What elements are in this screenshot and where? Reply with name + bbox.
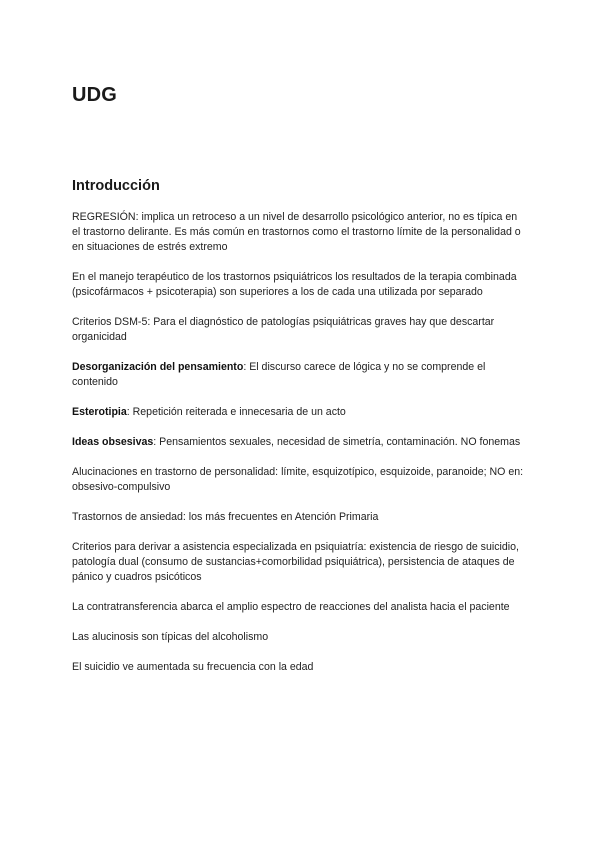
paragraph bbox=[72, 360, 524, 390]
paragraph bbox=[72, 465, 524, 495]
paragraph-text: REGRESIÓN: implica un retroceso a un nivel de desarrollo psicológico anterior, no es típica en el trastorno delirante. Es más común en trastornos como el trastorno límite de la personalidad o en situaciones de estrés extremo bbox=[72, 211, 521, 253]
document-title: UDG bbox=[72, 84, 118, 106]
paragraph bbox=[72, 405, 524, 420]
paragraph-text: La contratransferencia abarca el amplio espectro de reacciones del analista hacia el paciente bbox=[72, 601, 510, 613]
paragraph-text: Criterios para derivar a asistencia especializada en psiquiatría: existencia de riesgo de suicidio, patología dual (consumo de sustancias+comorbilidad psiquiátrica), persistencia de ataques de pánico y cuadros psicóticos bbox=[72, 541, 519, 583]
paragraph bbox=[72, 600, 524, 615]
paragraph-text: Alucinaciones en trastorno de personalidad: límite, esquizotípico, esquizoide, paranoide; NO en: obsesivo-compulsivo bbox=[72, 466, 524, 493]
paragraph-list bbox=[72, 210, 524, 690]
paragraph-text: En el manejo terapéutico de los trastornos psiquiátricos los resultados de la terapia combinada (psicofármacos + psicoterapia) son superiores a los de cada una utilizada por separado bbox=[72, 271, 517, 298]
paragraph-text: Criterios DSM-5: Para el diagnóstico de patologías psiquiátricas graves hay que descartar organicidad bbox=[72, 316, 495, 343]
paragraph-bold-term: Ideas obsesivas bbox=[72, 436, 154, 448]
paragraph bbox=[72, 510, 524, 525]
paragraph bbox=[72, 540, 524, 585]
paragraph-text: Las alucinosis son típicas del alcoholismo bbox=[72, 631, 269, 643]
paragraph bbox=[72, 210, 524, 255]
paragraph bbox=[72, 315, 524, 345]
paragraph-text: : Repetición reiterada e innecesaria de un acto bbox=[126, 406, 346, 418]
section-heading: Introducción bbox=[72, 178, 160, 194]
paragraph-text: : Pensamientos sexuales, necesidad de simetría, contaminación. NO fonemas bbox=[153, 436, 521, 448]
paragraph bbox=[72, 660, 524, 675]
paragraph-text: El suicidio ve aumentada su frecuencia con la edad bbox=[72, 661, 314, 673]
paragraph-text: : El discurso carece de lógica y no se comprende el contenido bbox=[72, 361, 486, 388]
paragraph-text: Trastornos de ansiedad: los más frecuentes en Atención Primaria bbox=[72, 511, 379, 523]
paragraph-bold-term: Esterotipia bbox=[72, 406, 127, 418]
paragraph bbox=[72, 630, 524, 645]
paragraph-bold-term: Desorganización del pensamiento bbox=[72, 361, 244, 373]
paragraph bbox=[72, 270, 524, 300]
paragraph bbox=[72, 435, 524, 450]
